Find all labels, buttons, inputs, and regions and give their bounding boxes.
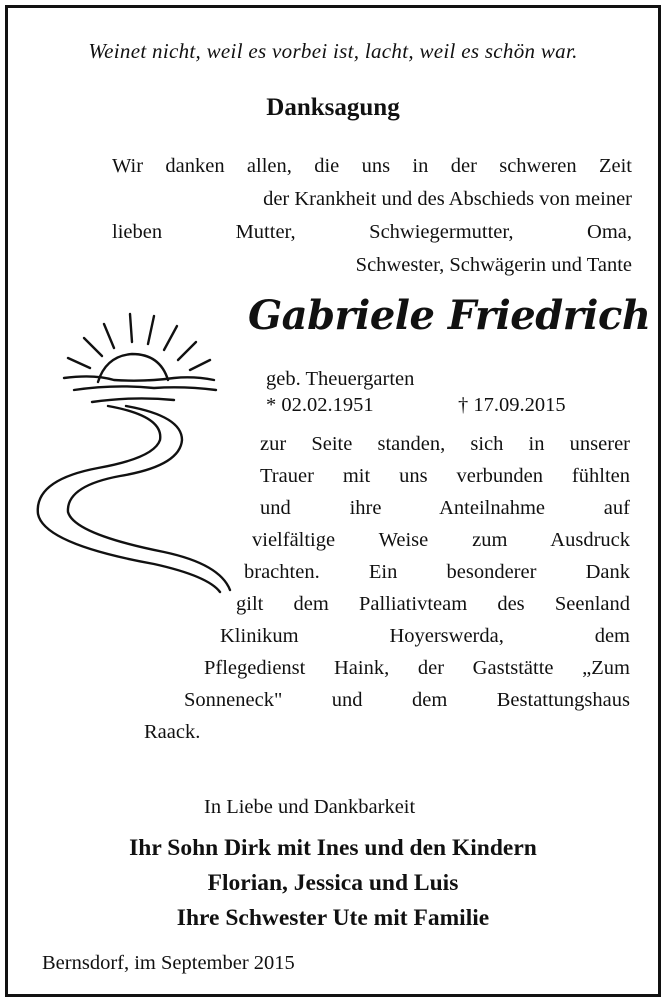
life-dates — [266, 394, 592, 417]
sun-ray — [164, 326, 177, 350]
sun-ray — [178, 342, 196, 360]
body-line: zur Seite standen, sich in unserer — [260, 433, 630, 455]
birth-date: * 02.02.1951 — [266, 394, 374, 416]
body-line: Sonneneck" und dem Bestattungshaus — [184, 689, 630, 711]
intro-line: der Krankheit und des Abschieds von meiner — [263, 188, 632, 210]
sun-ray — [104, 324, 114, 348]
place-date: Bernsdorf, im September 2015 — [42, 952, 295, 974]
horizon-line — [64, 376, 214, 380]
intro-text — [112, 150, 632, 282]
body-line: gilt dem Palliativteam des Seenland — [236, 593, 630, 615]
intro-line: Wir danken allen, die uns in der schweren Zeit — [112, 155, 632, 177]
sun-ray — [68, 358, 90, 368]
death-date: † 17.09.2015 — [458, 394, 566, 416]
signer-line: Ihre Schwester Ute mit Familie — [176, 905, 490, 931]
deceased-name: Gabriele Friedrich — [248, 292, 651, 339]
body-line: Klinikum Hoyerswerda, dem — [220, 625, 630, 647]
signer-line: Ihr Sohn Dirk mit Ines und den Kindern — [129, 835, 537, 861]
body-line: vielfältige Weise zum Ausdruck — [252, 529, 630, 551]
birth-name: geb. Theuergarten — [266, 368, 415, 390]
body-line: Trauer mit uns verbunden fühlten — [260, 465, 630, 487]
sun-ray — [130, 314, 132, 342]
body-line: und ihre Anteilnahme auf — [260, 497, 630, 519]
signer-line: Florian, Jessica und Luis — [207, 870, 459, 896]
body-line: Pflegedienst Haink, der Gaststätte „Zum — [204, 657, 630, 679]
horizon-line — [74, 386, 216, 390]
sun-ray — [84, 338, 102, 356]
horizon-line — [92, 398, 174, 402]
notice-frame — [5, 5, 661, 997]
sunset-path-drawing — [34, 308, 244, 598]
intro-line: lieben Mutter, Schwiegermutter, Oma, — [112, 221, 632, 243]
path-left-edge — [38, 406, 220, 592]
motto: Weinet nicht, weil es vorbei ist, lacht, weil es schön war. — [88, 39, 578, 63]
closing-phrase: In Liebe und Dankbarkeit — [204, 796, 416, 818]
body-line: brachten. Ein besonderer Dank — [244, 561, 630, 583]
signers — [8, 831, 658, 936]
sun-ray — [148, 316, 154, 344]
body-line: Raack. — [144, 721, 201, 743]
heading: Danksagung — [266, 94, 400, 121]
sun-ray — [190, 360, 210, 370]
intro-line: Schwester, Schwägerin und Tante — [355, 254, 632, 276]
